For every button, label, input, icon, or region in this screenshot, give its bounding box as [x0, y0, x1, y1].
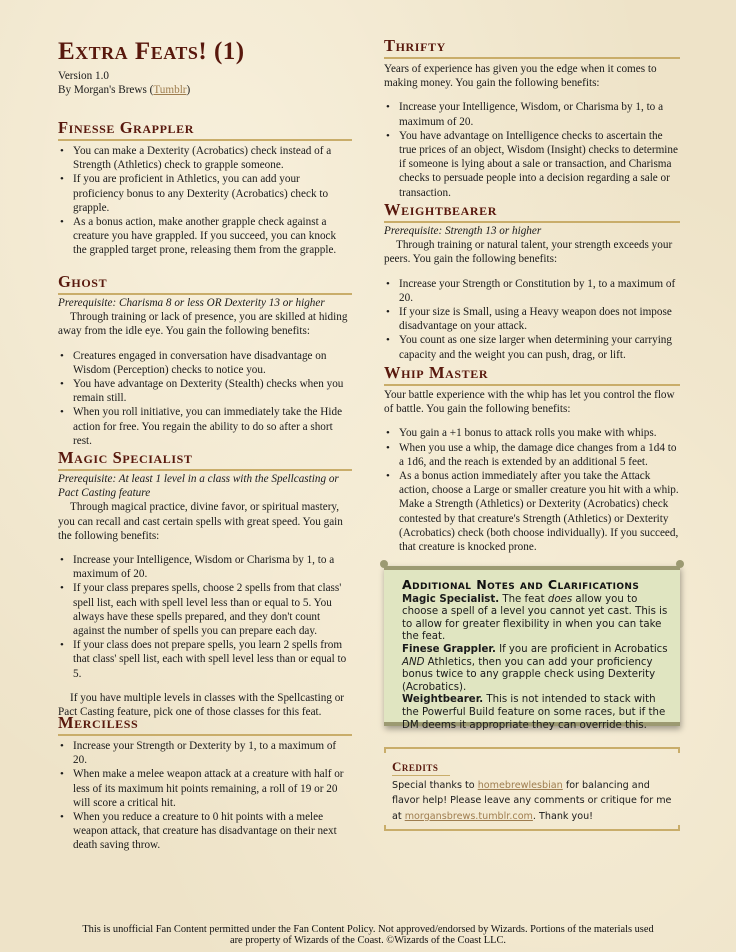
list-item: • Creatures engaged in conversation have disadvantage on Wisdom (Perception) checks to notice you. [73, 349, 352, 377]
heading-weightbearer: Weightbearer [384, 200, 680, 223]
section-thrifty [384, 62, 680, 200]
footer-line: This is unofficial Fan Content permitted under the Fan Content Policy. Not approved/endorsed by Wizards. Portions of the materials used [82, 924, 654, 935]
author-suffix: ) [186, 84, 191, 96]
note-text: Athletics, then you can add your proficiency bonus twice to any grapple check using Dexterity (Acrobatics). [402, 656, 656, 693]
list-item: • As a bonus action immediately after you take the Attack action, choose a Large or smaller creature you hit with a whip. Make a Strength (Athletics) or Dexterity (Acrobatics) check contested by that creature's Strength (Athletics) or Dexterity (Acrobatics) check (both choose individually). If you succeed, that creature is knocked prone. [399, 469, 680, 554]
credits-text [392, 778, 674, 825]
section-ghost [58, 296, 352, 448]
version-text: Version 1.0 [58, 70, 109, 82]
note-emphasis: does [547, 593, 573, 605]
author-line [58, 83, 190, 97]
note-text: allow you to choose a spell of a level you cannot yet cast. This is to allow for greater flexibility in when you can take the feat. [402, 593, 668, 643]
section-weightbearer [384, 224, 680, 362]
intro-text: Years of experience has given you the edge when it comes to making money. You gain the following benefits: [384, 63, 657, 90]
heading-magic-specialist: Magic Specialist [58, 448, 352, 471]
note-text: This is not intended to stack with the Powerful Build feature on some races, but if the DM deems it appropriate they can override this. [402, 694, 666, 731]
heading-thrifty: Thrifty [384, 36, 680, 59]
list-item: • When make a melee weapon attack at a creature with half or less of its maximum hit points remaining, a roll of 19 or 20 will score a critical hit. [73, 767, 352, 810]
list-item: • You gain a +1 bonus to attack rolls you make with whips. [399, 426, 680, 440]
list-item: • Increase your Intelligence, Wisdom, or Charisma by 1, to a maximum of 20. [399, 100, 680, 128]
list-item: • When you roll initiative, you can immediately take the Hide action for free. You regain the ability to do so after a short rest. [73, 405, 352, 448]
heading-whip-master: Whip Master [384, 363, 680, 386]
version-line [58, 69, 109, 83]
notes-box [384, 566, 680, 731]
note-label: Weightbearer. [402, 694, 484, 706]
list-item: • You can make a Dexterity (Acrobatics) check instead of a Strength (Athletics) check to grapple someone. [73, 144, 352, 172]
list-item: • As a bonus action, make another grapple check against a creature you have grappled. If you succeed, you can knock the grappled target prone, releasing them from the grapple. [73, 215, 352, 258]
list-item: • You have advantage on Dexterity (Stealth) checks when you remain still. [73, 377, 352, 405]
note-text: If you are proficient in Acrobatics [495, 643, 668, 655]
footer-line: are property of Wizards of the Coast. ©Wizards of the Coast LLC. [229, 935, 507, 947]
list-item: • If your class does not prepare spells, you learn 2 spells from that class' spell list, each with spell level less than or equal to 5. [73, 638, 352, 681]
notes-heading: Additional Notes and Clarifications [402, 577, 640, 592]
heading-merciless: Merciless [58, 713, 352, 736]
list-item: • When you reduce a creature to 0 hit points with a melee weapon attack, that creature has disadvantage on their next death saving throw. [73, 810, 352, 853]
credits-text-part: Special thanks to [392, 779, 478, 791]
section-finesse-grappler [58, 144, 352, 258]
section-magic-specialist [58, 472, 352, 719]
bracket-decoration [384, 825, 680, 831]
intro-text: Through training or natural talent, your strength exceeds your peers. You gain the following benefits: [384, 239, 673, 266]
credits-box [384, 747, 680, 831]
intro-text: Through magical practice, divine favor, or spiritual mastery, you can recall and cast certain spells with great speed. You gain the following benefits: [58, 501, 343, 542]
note-label: Magic Specialist. [402, 593, 500, 605]
heading-ghost: Ghost [58, 272, 352, 295]
page-title: Extra Feats! (1) [58, 38, 245, 65]
list-item: • You count as one size larger when determining your carrying capacity and the weight you can push, drag, or lift. [399, 333, 680, 361]
intro-text: Through training or lack of presence, you are skilled at hiding away from the idle eye. You gain the following benefits: [58, 311, 348, 338]
note-label: Finese Grappler. [402, 643, 496, 655]
prerequisite-text: Prerequisite: At least 1 level in a class with the Spellcasting or Pact Casting feature [58, 473, 339, 500]
list-item: • When you use a whip, the damage dice changes from a 1d4 to a 1d6, and the reach is extended by an additional 5 feet. [399, 441, 680, 469]
list-item: • If your class prepares spells, choose 2 spells from that class' spell list, each with spell level less than or equal to 5. You always have these spells prepared, and they don't count against the number of spells you can prepare each day. [73, 581, 352, 638]
list-item: • You have advantage on Intelligence checks to ascertain the true prices of an object, Wisdom (Insight) checks to determine if someone is lying about a sale or transaction, and Charisma checks to persuade people into a decision regarding a sale or transaction. [399, 129, 680, 200]
bracket-decoration [384, 747, 680, 753]
outro-text: If you have multiple levels in classes with the Spellcasting or Pact Casting feature, pick one of those classes for this feat. [58, 691, 345, 719]
credits-text-part: . Thank you! [532, 810, 593, 822]
tumblr-link[interactable]: Tumblr [153, 84, 187, 96]
prerequisite-text: Prerequisite: Strength 13 or higher [384, 225, 542, 237]
note-emphasis: AND [402, 656, 425, 668]
note-weightbearer [402, 694, 668, 732]
credits-text-part: for balancing and flavor help! Please leave any comments or critique for me at [392, 779, 672, 822]
legal-footer [0, 924, 736, 947]
list-item: • Increase your Intelligence, Wisdom or Charisma by 1, to a maximum of 20. [73, 553, 352, 581]
intro-text: Your battle experience with the whip has let you control the flow of battle. You gain the following benefits: [384, 389, 675, 416]
credits-heading: Credits [392, 759, 450, 776]
note-finese-grappler [402, 644, 668, 694]
note-magic-specialist [402, 594, 668, 644]
list-item: • If you are proficient in Athletics, you can add your proficiency bonus to any Dexterity (Acrobatics) check to grapple. [73, 172, 352, 215]
author-prefix: By Morgan's Brews ( [58, 84, 154, 96]
homebrewlesbian-link[interactable]: homebrewlesbian [477, 779, 563, 791]
prerequisite-text: Prerequisite: Charisma 8 or less OR Dexterity 13 or higher [58, 297, 325, 309]
list-item: • If your size is Small, using a Heavy weapon does not impose disadvantage on your attack. [399, 305, 680, 333]
morgansbrews-link[interactable]: morgansbrews.tumblr.com [404, 810, 533, 822]
section-whip-master [384, 388, 680, 554]
list-item: • Increase your Strength or Constitution by 1, to a maximum of 20. [399, 277, 680, 305]
heading-finesse-grappler: Finesse Grappler [58, 118, 352, 141]
note-text: The feat [499, 593, 548, 605]
section-merciless [58, 739, 352, 853]
list-item: • Increase your Strength or Dexterity by 1, to a maximum of 20. [73, 739, 352, 767]
